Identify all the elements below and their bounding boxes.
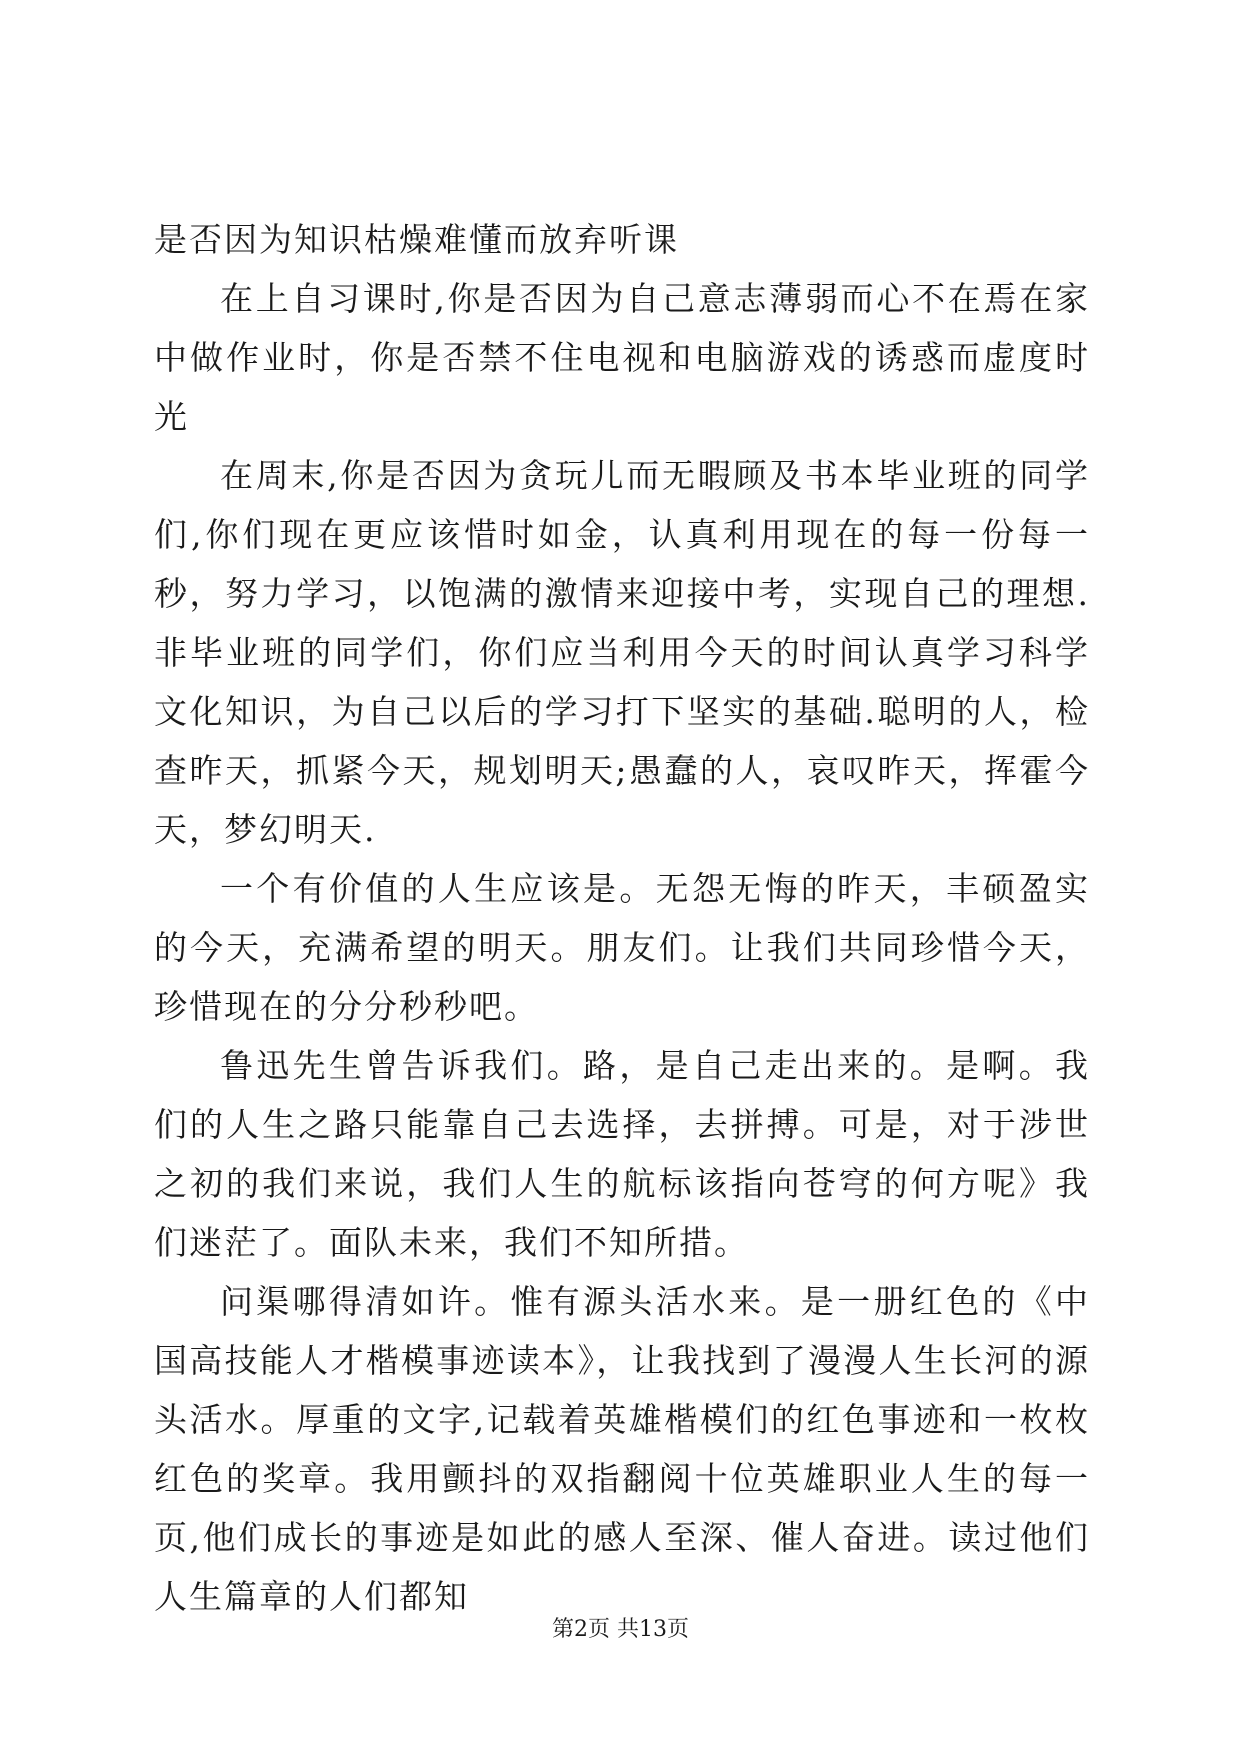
paragraph-1: 是否因为知识枯燥难懂而放弃听课: [154, 220, 679, 259]
document-body: [154, 210, 1090, 1626]
paragraph-5: 鲁迅先生曾告诉我们。路，是自己走出来的。是啊。我们的人生之路只能靠自己去选择，去拼搏。可是，对于涉世之初的我们来说，我们人生的航标该指向苍穹的何方呢》我们迷茫了。面队未来，我们不知所措。: [154, 1046, 1090, 1262]
page-footer: 第2页 共13页: [552, 1617, 689, 1642]
paragraph-2: 在上自习课时,你是否因为自己意志薄弱而心不在焉在家中做作业时，你是否禁不住电视和电脑游戏的诱惑而虚度时光: [154, 279, 1090, 436]
paragraph-4: 一个有价值的人生应该是。无怨无悔的昨天，丰硕盈实的今天，充满希望的明天。朋友们。让我们共同珍惜今天，珍惜现在的分分秒秒吧。: [154, 869, 1090, 1026]
paragraph-6: 问渠哪得清如许。惟有源头活水来。是一册红色的《中国高技能人才楷模事迹读本》，让我找到了漫漫人生长河的源头活水。厚重的文字,记载着英雄楷模们的红色事迹和一枚枚红色的奖章。我用颤抖的双指翻阅十位英雄职业人生的每一页,他们成长的事迹是如此的感人至深、催人奋进。读过他们人生篇章的人们都知: [154, 1282, 1090, 1616]
paragraph-3: 在周末,你是否因为贪玩儿而无暇顾及书本毕业班的同学们,你们现在更应该惜时如金，认真利用现在的每一份每一秒，努力学习，以饱满的激情来迎接中考，实现自己的理想.非毕业班的同学们，你们应当利用今天的时间认真学习科学文化知识，为自己以后的学习打下坚实的基础.聪明的人，检查昨天，抓紧今天，规划明天;愚蠢的人，哀叹昨天，挥霍今天，梦幻明天.: [154, 456, 1090, 849]
